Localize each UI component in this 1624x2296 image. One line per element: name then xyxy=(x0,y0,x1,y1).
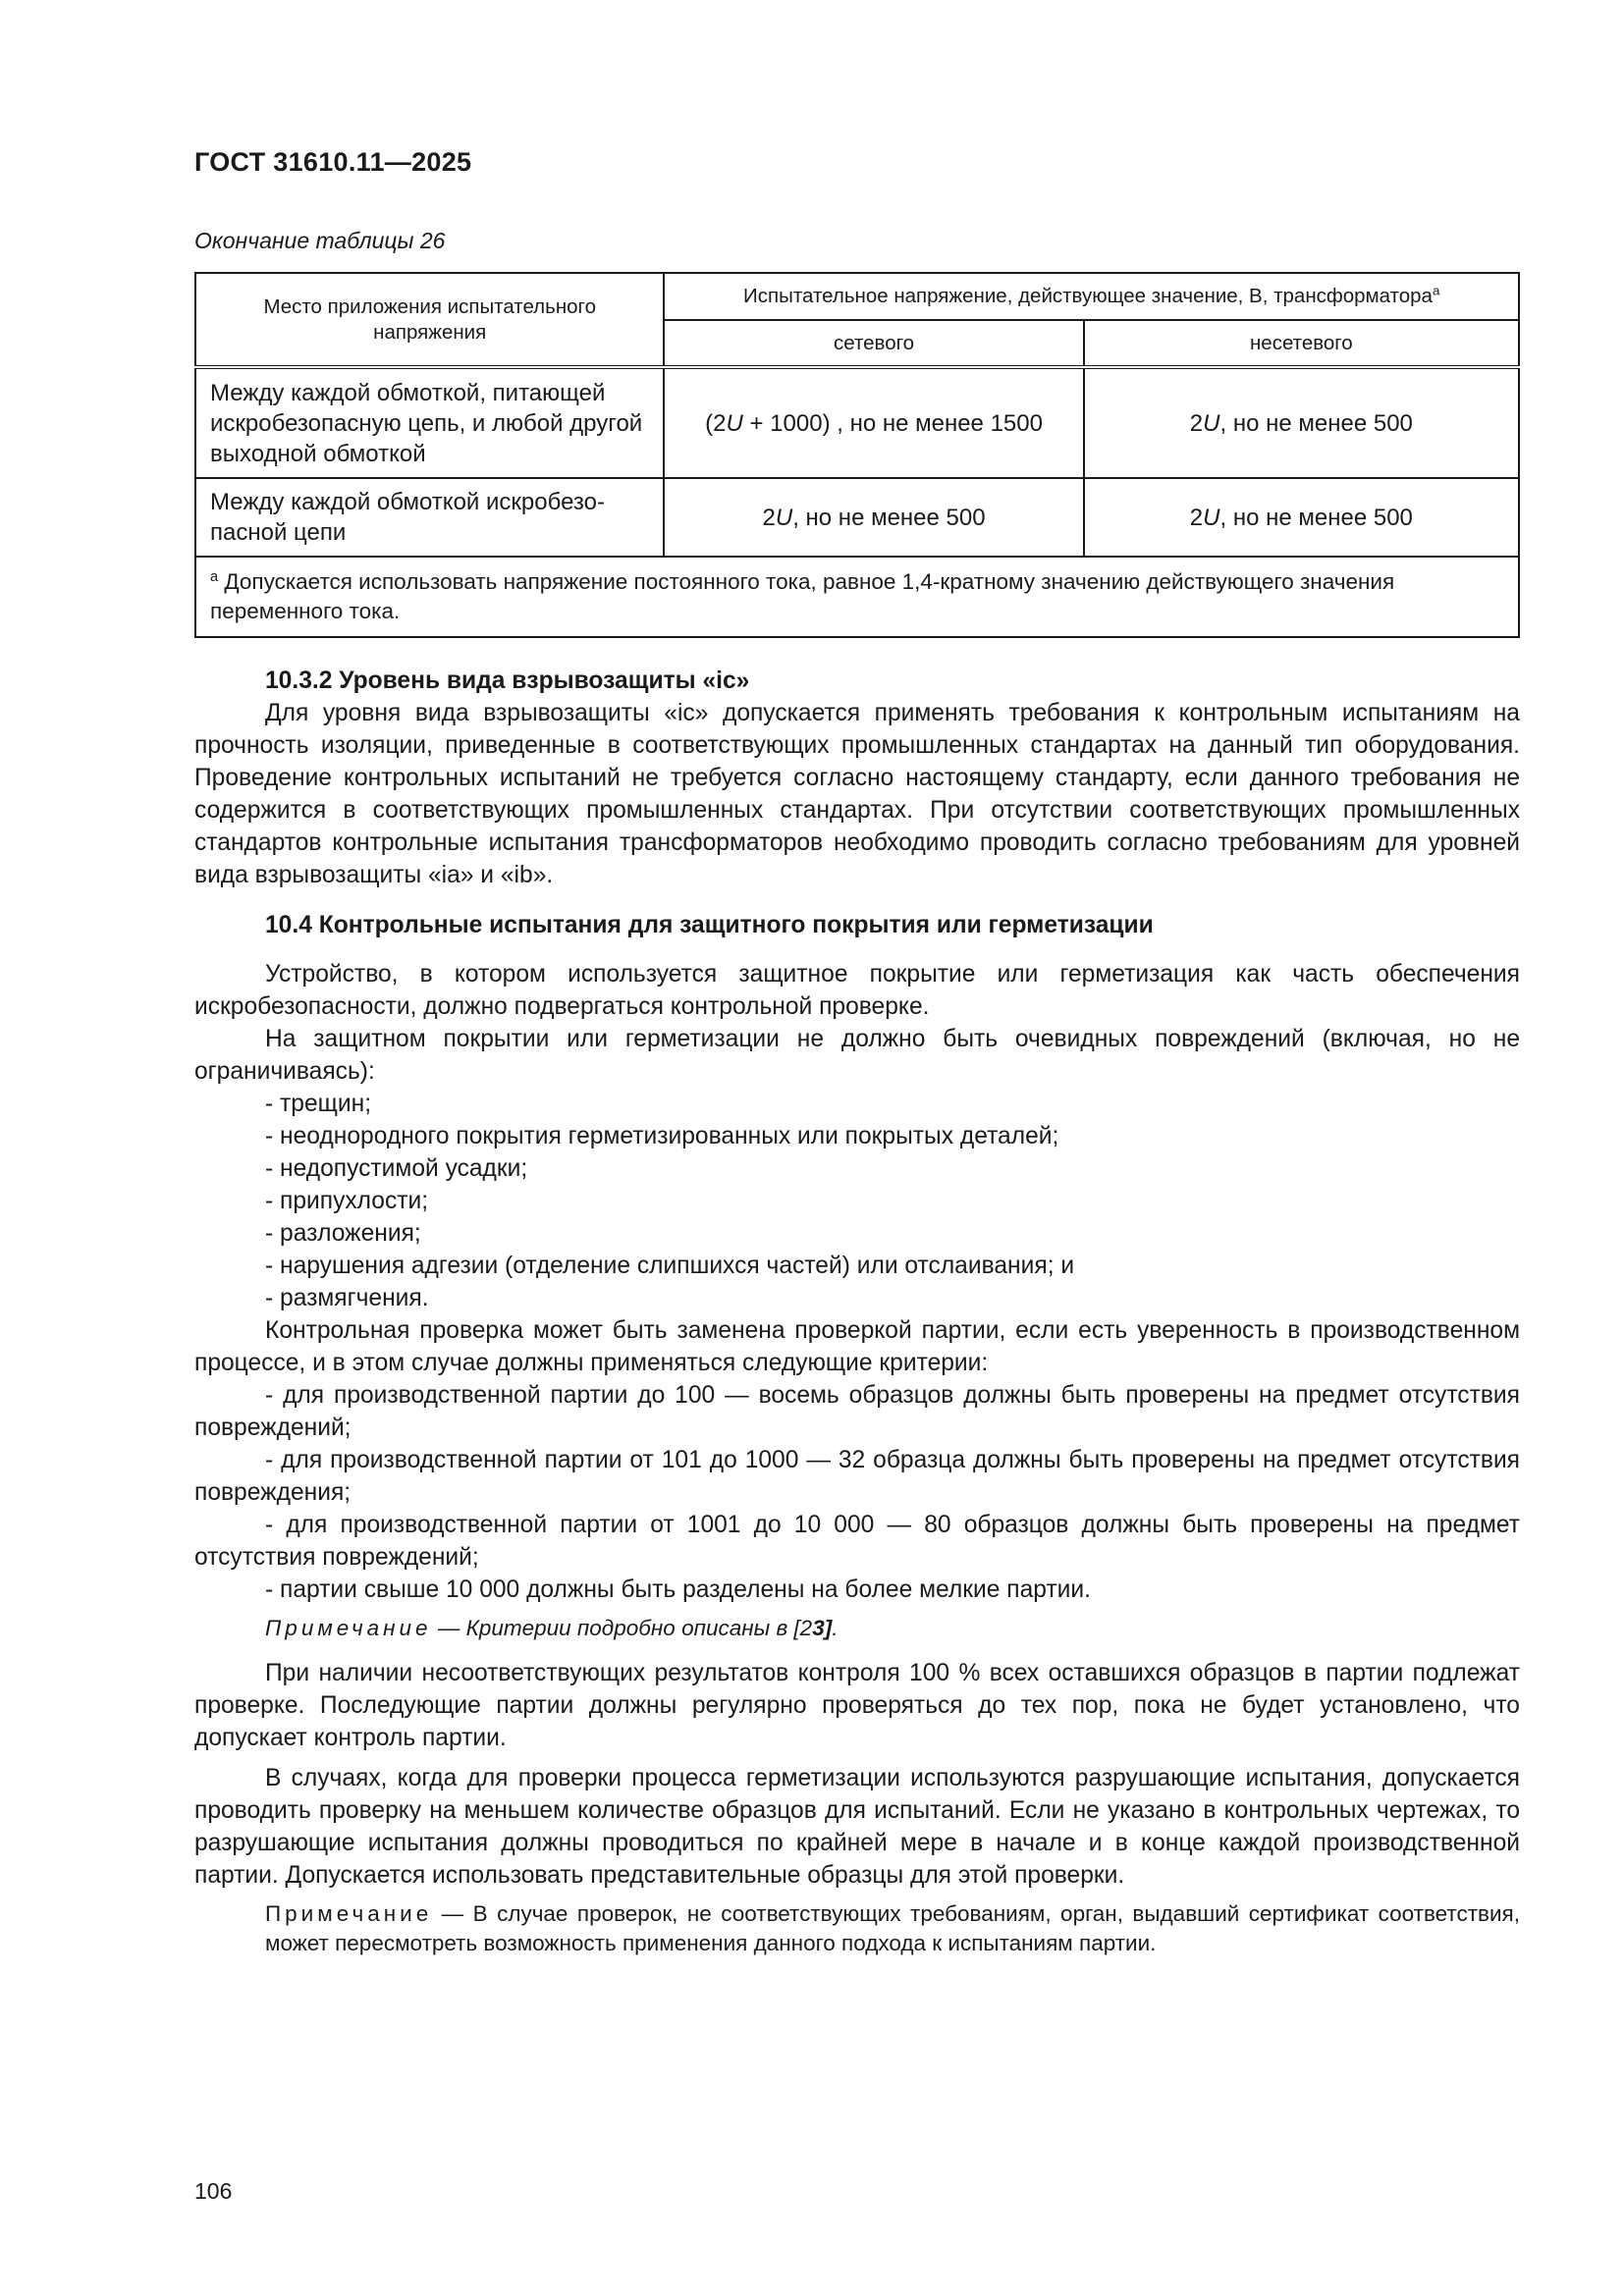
table-row xyxy=(195,478,1519,557)
list-item: - для производственной партии от 1001 до 10 000 — 80 образцов должны быть проверены на предмет отсутствия повреждений; xyxy=(194,1512,1520,1571)
list-item: - для производственной партии от 101 до 1000 — 32 образца должны быть проверены на предмет отсутствия повреждения; xyxy=(194,1447,1520,1506)
list-item: - размягчения. xyxy=(265,1285,429,1311)
paragraph: На защитном покрытии или герметизации не должно быть очевидных повреждений (включая, но не ограничиваясь): xyxy=(194,1026,1520,1085)
list-item: - нарушения адгезии (отделение слипшихся частей) или отслаивания; и xyxy=(265,1253,1075,1279)
row-place-cell: Между каждой обмоткой искробезо-пасной цепи xyxy=(195,478,664,557)
paragraph: Контрольная проверка может быть заменена проверкой партии, если есть уверенность в производственном процессе, и в этом случае должны применяться следующие критерии: xyxy=(194,1317,1520,1376)
row-non-mains-cell: 2U, но не менее 500 xyxy=(1084,478,1519,557)
row-place-cell: Между каждой обмоткой, питающей искробезопасную цепь, и любой другой выходной обмоткой xyxy=(195,367,664,478)
row-non-mains-cell: 2U, но не менее 500 xyxy=(1084,367,1519,478)
paragraph: Устройство, в котором используется защитное покрытие или герметизация как часть обеспечения искробезопасности, должно подвергаться контрольной проверке. xyxy=(194,961,1520,1020)
header-test-voltage-text: Испытательное напряжение, действующее значение, В, трансформатора xyxy=(743,285,1433,307)
note: Примечание — Критерии подробно описаны в [23]. xyxy=(265,1616,839,1640)
section-heading-10-4: 10.4 Контрольные испытания для защитного покрытия или герметизации xyxy=(265,912,1154,938)
page-number: 106 xyxy=(194,2178,233,2204)
list-item: - партии свыше 10 000 должны быть разделены на более мелкие партии. xyxy=(265,1576,1091,1603)
table-26 xyxy=(194,272,1520,638)
list-item: - для производственной партии до 100 — восемь образцов должны быть проверены на предмет отсутствия повреждений; xyxy=(194,1382,1520,1441)
list-item: - недопустимой усадки; xyxy=(265,1155,528,1182)
list-item: - трещин; xyxy=(265,1091,372,1117)
row-mains-cell: 2U, но не менее 500 xyxy=(664,478,1083,557)
note: Примечание — В случае проверок, не соответствующих требованиям, орган, выдавший сертификат соответствия, может пересмотреть возможность применения данного подхода к испытаниям партии. xyxy=(265,1901,1520,1955)
table-footnote: $^a$ Допускается использовать напряжение постоянного тока, равное 1,4-кратному значению действующего значения переменного тока. xyxy=(195,557,1519,637)
paragraph: Для уровня вида взрывозащиты «ic» допускается применять требования к контрольным испытаниям на прочность изоляции, приведенные в соответствующих промышленных стандартах на данный тип оборудования. Проведение контрольных испытаний не требуется согласно настоящему стандарту, если данного требования не содержится в соответствующих промышленных стандартах. При отсутствии соответствующих промышленных стандартов контрольные испытания трансформаторов необходимо проводить согласно требованиям для уровней вида взрывозащиты «ia» и «ib». xyxy=(194,700,1520,888)
row-mains-cell: (2U + 1000) , но не менее 1500 xyxy=(664,367,1083,478)
table-footnote-row xyxy=(195,557,1519,637)
note-label: Примечание xyxy=(265,1901,433,1926)
note-label: Примечание xyxy=(265,1616,432,1640)
subheader-non-mains: несетевого xyxy=(1084,320,1519,367)
paragraph: В случаях, когда для проверки процесса герметизации используются разрушающие испытания, допускается проводить проверку на меньшем количестве образцов для испытаний. Если не указано в контрольных чертежах, то разрушающие испытания должны проводиться по крайней мере в начале и в конце каждой производственной партии. Допускается использовать представительные образцы для этой проверки. xyxy=(194,1765,1520,1889)
document-body xyxy=(194,665,1520,1958)
list-item: - неоднородного покрытия герметизированных или покрытых деталей; xyxy=(265,1123,1059,1149)
standard-designation: ГОСТ 31610.11—2025 xyxy=(194,147,472,177)
table-caption: Окончание таблицы 26 xyxy=(194,228,446,253)
header-test-voltage xyxy=(664,273,1519,320)
footnote-ref: a xyxy=(1432,283,1440,298)
table-row xyxy=(195,367,1519,478)
section-heading-10-3-2: 10.3.2 Уровень вида взрывозащиты «ic» xyxy=(265,667,750,694)
paragraph: При наличии несоответствующих результатов контроля 100 % всех оставшихся образцов в партии подлежат проверке. Последующие партии должны регулярно проверяться до тех пор, пока не будет установлено, что допускает контроль партии. xyxy=(194,1660,1520,1751)
list-item: - припухлости; xyxy=(265,1188,429,1214)
header-application-place: Место приложения испытательного напряжения xyxy=(195,273,664,367)
list-item: - разложения; xyxy=(265,1220,421,1247)
subheader-mains: сетевого xyxy=(664,320,1083,367)
